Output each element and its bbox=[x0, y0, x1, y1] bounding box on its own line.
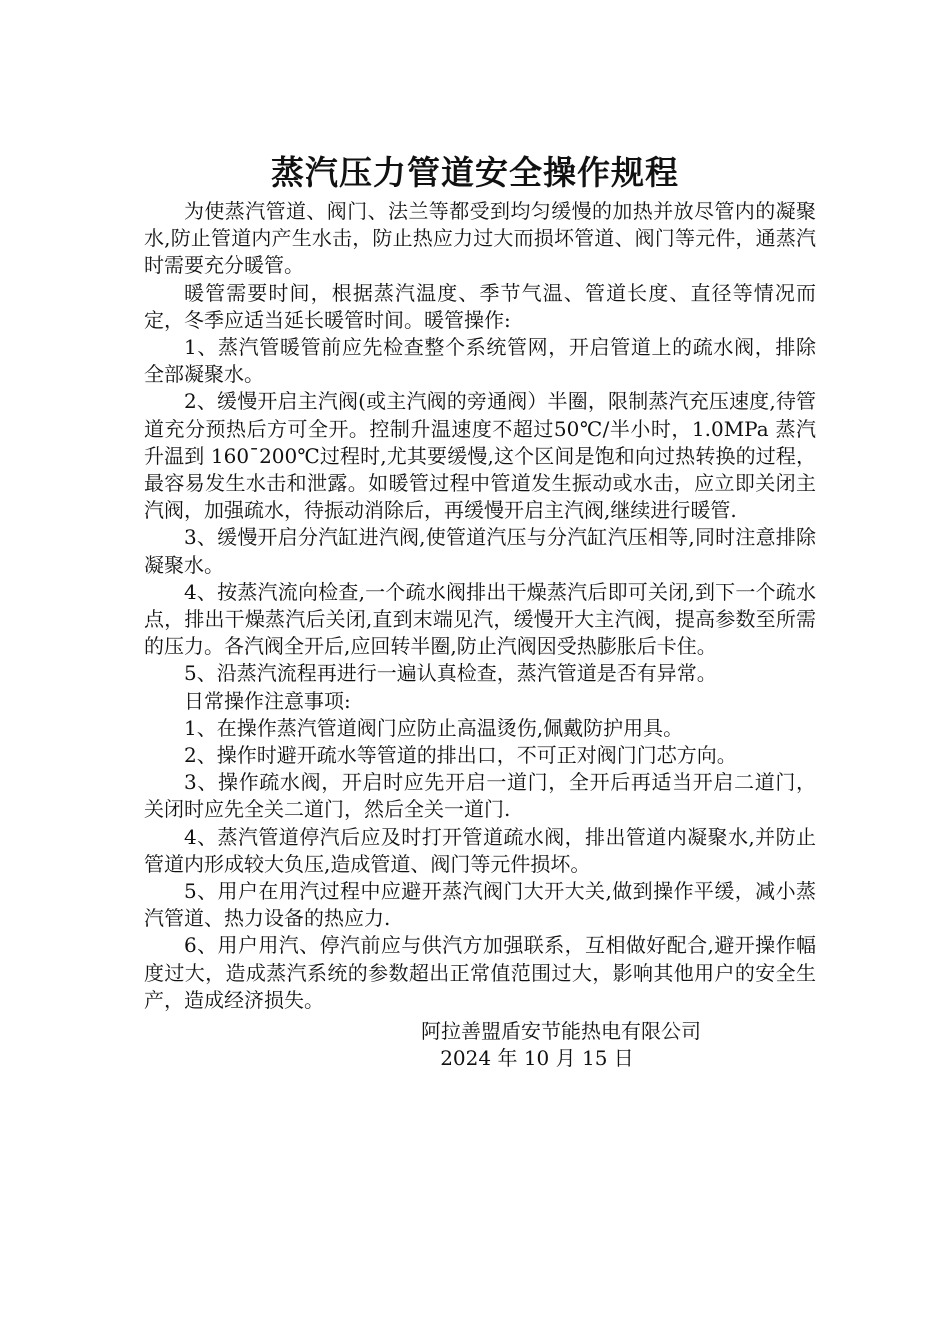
signature-organization: 阿拉善盟盾安节能热电有限公司 bbox=[421, 1019, 701, 1043]
paragraph-step-5: 5、沿蒸汽流程再进行一遍认真检查，蒸汽管道是否有异常。 bbox=[184, 661, 717, 686]
document-title: 蒸汽压力管道安全操作规程 bbox=[271, 153, 679, 192]
paragraph-step-1: 1、蒸汽管暖管前应先检查整个系统管网，开启管道上的疏水阀，排除全部凝聚水。 bbox=[144, 335, 816, 387]
paragraph-note-3: 3、操作疏水阀，开启时应先开启一道门，全开后再适当开启二道门，关闭时应先全关二道门，然后全关一道门. bbox=[144, 770, 816, 822]
paragraph-note-6: 6、用户用汽、停汽前应与供汽方加强联系，互相做好配合,避开操作幅度过大，造成蒸汽系统的参数超出正常值范围过大，影响其他用户的安全生产，造成经济损失。 bbox=[144, 933, 816, 1012]
paragraph-step-2: 2、缓慢开启主汽阀(或主汽阀的旁通阀）半圈，限制蒸汽充压速度,待管道充分预热后方可全开。控制升温速度不超过50℃/半小时，1.0MPa 蒸汽升温到 160¯200℃过程时,尤其要缓慢,这个区间是饱和向过热转换的过程，最容易发生水击和泄露。如暖管过程中管道发生振动或水击，应立即关闭主汽阀，加强疏水，待振动消除后，再缓慢开启主汽阀,继续进行暖管. bbox=[144, 389, 816, 523]
paragraph-warmup: 暖管需要时间，根据蒸汽温度、季节气温、管道长度、直径等情况而定，冬季应适当延长暖管时间。暖管操作: bbox=[144, 280, 816, 332]
paragraph-step-4: 4、按蒸汽流向检查,一个疏水阀排出干燥蒸汽后即可关闭,到下一个疏水点，排出干燥蒸汽后关闭,直到末端见汽，缓慢开大主汽阀，提高参数至所需的压力。各汽阀全开后,应回转半圈,防止汽阀因受热膨胀后卡住。 bbox=[144, 579, 816, 659]
section-heading-daily: 日常操作注意事项: bbox=[184, 688, 351, 713]
paragraph-step-3: 3、缓慢开启分汽缸进汽阀,使管道汽压与分汽缸汽压相等,同时注意排除凝聚水。 bbox=[144, 525, 816, 577]
paragraph-note-5: 5、用户在用汽过程中应避开蒸汽阀门大开大关,做到操作平缓，减小蒸汽管道、热力设备的热应力. bbox=[144, 879, 816, 931]
paragraph-note-2: 2、操作时避开疏水等管道的排出口，不可正对阀门门芯方向。 bbox=[184, 743, 737, 768]
paragraph-note-1: 1、在操作蒸汽管道阀门应防止高温烫伤,佩戴防护用具。 bbox=[184, 715, 684, 740]
paragraph-note-4: 4、蒸汽管道停汽后应及时打开管道疏水阀，排出管道内凝聚水,并防止管道内形成较大负压,造成管道、阀门等元件损坏。 bbox=[144, 824, 816, 876]
document-body bbox=[144, 198, 816, 1014]
signature-date: 2024 年 10 月 15 日 bbox=[440, 1046, 634, 1070]
paragraph-intro: 为使蒸汽管道、阀门、法兰等都受到均匀缓慢的加热并放尽管内的凝聚水,防止管道内产生水击，防止热应力过大而损坏管道、阀门等元件，通蒸汽时需要充分暖管。 bbox=[144, 199, 816, 278]
